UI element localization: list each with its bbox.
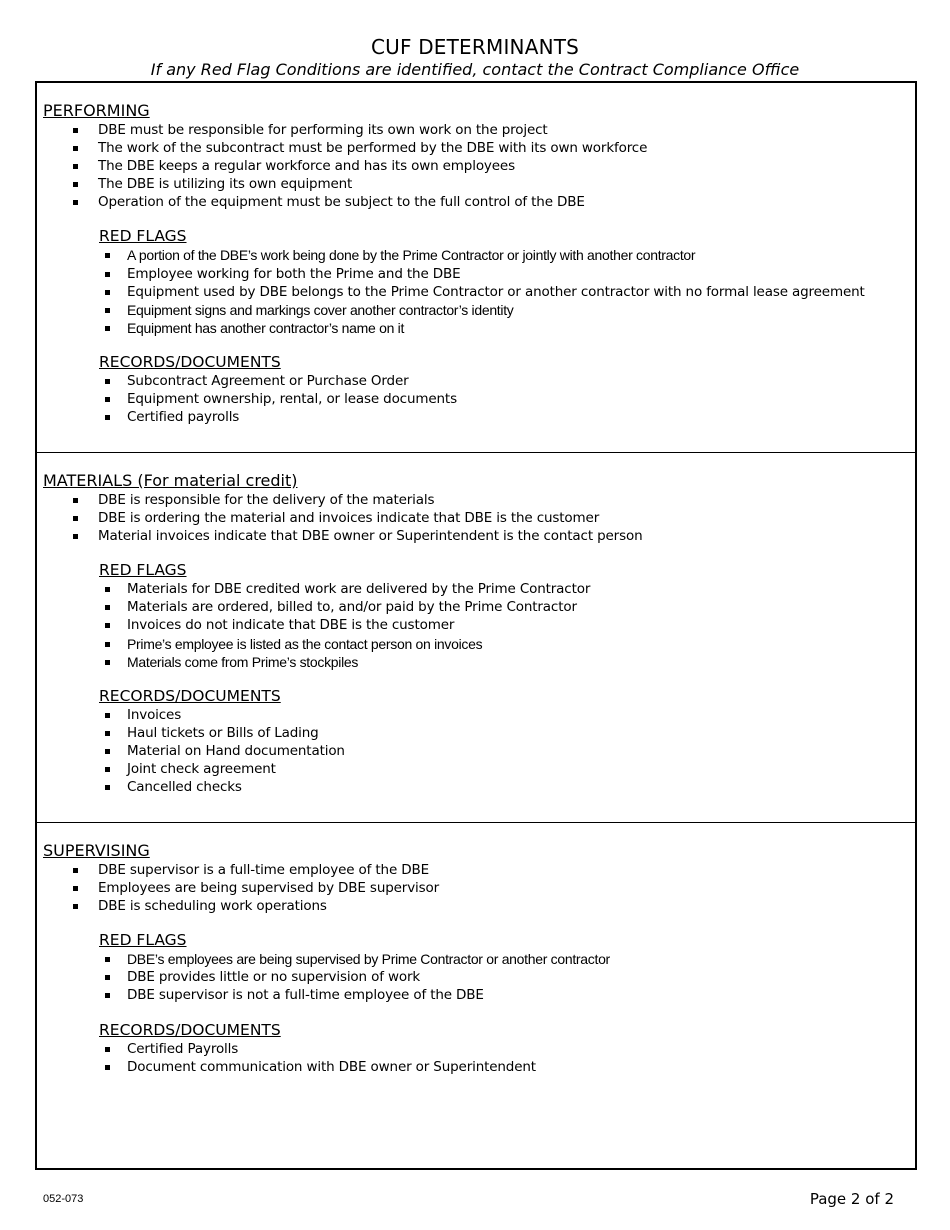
materials-red-flags-list (43, 580, 915, 670)
list-item: DBE must be responsible for performing its own work on the project (43, 121, 915, 139)
supervising-list (43, 861, 915, 915)
list-item: A portion of the DBE’s work being done by the Prime Contractor or jointly with another contractor (43, 246, 915, 264)
supervising-red-flags-list (43, 950, 915, 1004)
list-item: The DBE is utilizing its own equipment (43, 175, 915, 193)
supervising-red-flags-heading: RED FLAGS (99, 931, 187, 950)
list-item: DBE is responsible for the delivery of the materials (43, 491, 915, 509)
materials-heading: MATERIALS (For material credit) (43, 471, 298, 490)
materials-section (37, 453, 915, 823)
materials-list (43, 491, 915, 545)
list-item: Equipment used by DBE belongs to the Prime Contractor or another contractor with no formal lease agreement (43, 283, 915, 301)
list-item: DBE is ordering the material and invoices indicate that DBE is the customer (43, 509, 915, 527)
list-item: DBE is scheduling work operations (43, 897, 915, 915)
page-number: Page 2 of 2 (809, 1190, 894, 1208)
list-item: The DBE keeps a regular workforce and has its own employees (43, 157, 915, 175)
list-item: Employees are being supervised by DBE supervisor (43, 879, 915, 897)
supervising-section (37, 823, 915, 1168)
list-item: Invoices (43, 706, 915, 724)
list-item: Haul tickets or Bills of Lading (43, 724, 915, 742)
determinants-table (35, 81, 917, 1170)
list-item: Equipment signs and markings cover another contractor’s identity (43, 301, 915, 319)
performing-red-flags-list (43, 246, 915, 336)
list-item: Material invoices indicate that DBE owner or Superintendent is the contact person (43, 527, 915, 545)
supervising-heading: SUPERVISING (43, 841, 150, 860)
list-item: Document communication with DBE owner or Superintendent (43, 1058, 915, 1076)
materials-red-flags-heading: RED FLAGS (99, 561, 187, 580)
list-item: Cancelled checks (43, 778, 915, 796)
materials-records-list (43, 706, 915, 796)
list-item: DBE’s employees are being supervised by Prime Contractor or another contractor (43, 950, 915, 968)
materials-records-heading: RECORDS/DOCUMENTS (99, 686, 281, 705)
list-item: Certified payrolls (43, 408, 915, 426)
performing-heading: PERFORMING (43, 101, 150, 120)
list-item: Joint check agreement (43, 760, 915, 778)
list-item: Certified Payrolls (43, 1040, 915, 1058)
performing-records-list (43, 372, 915, 426)
supervising-records-list (43, 1040, 915, 1076)
list-item: DBE provides little or no supervision of work (43, 968, 915, 986)
page-title: CUF DETERMINANTS (370, 35, 580, 59)
list-item: Materials come from Prime’s stockpiles (43, 653, 915, 671)
performing-red-flags-heading: RED FLAGS (99, 227, 187, 246)
supervising-records-heading: RECORDS/DOCUMENTS (99, 1020, 281, 1039)
list-item: DBE supervisor is not a full-time employee of the DBE (43, 986, 915, 1004)
list-item: Equipment ownership, rental, or lease documents (43, 390, 915, 408)
performing-records-heading: RECORDS/DOCUMENTS (99, 352, 281, 371)
form-number: 052-073 (43, 1193, 84, 1205)
performing-list (43, 121, 915, 211)
list-item: Operation of the equipment must be subject to the full control of the DBE (43, 193, 915, 211)
performing-section (37, 83, 915, 453)
list-item: DBE supervisor is a full-time employee of the DBE (43, 861, 915, 879)
list-item: Materials are ordered, billed to, and/or paid by the Prime Contractor (43, 598, 915, 616)
list-item: Employee working for both the Prime and the DBE (43, 265, 915, 283)
list-item: Equipment has another contractor’s name on it (43, 319, 915, 337)
list-item: Material on Hand documentation (43, 742, 915, 760)
list-item: The work of the subcontract must be performed by the DBE with its own workforce (43, 139, 915, 157)
page-subtitle: If any Red Flag Conditions are identified, contact the Contract Compliance Office (150, 60, 800, 79)
list-item: Prime’s employee is listed as the contact person on invoices (43, 635, 915, 653)
list-item: Invoices do not indicate that DBE is the customer (43, 616, 915, 634)
list-item: Materials for DBE credited work are delivered by the Prime Contractor (43, 580, 915, 598)
list-item: Subcontract Agreement or Purchase Order (43, 372, 915, 390)
